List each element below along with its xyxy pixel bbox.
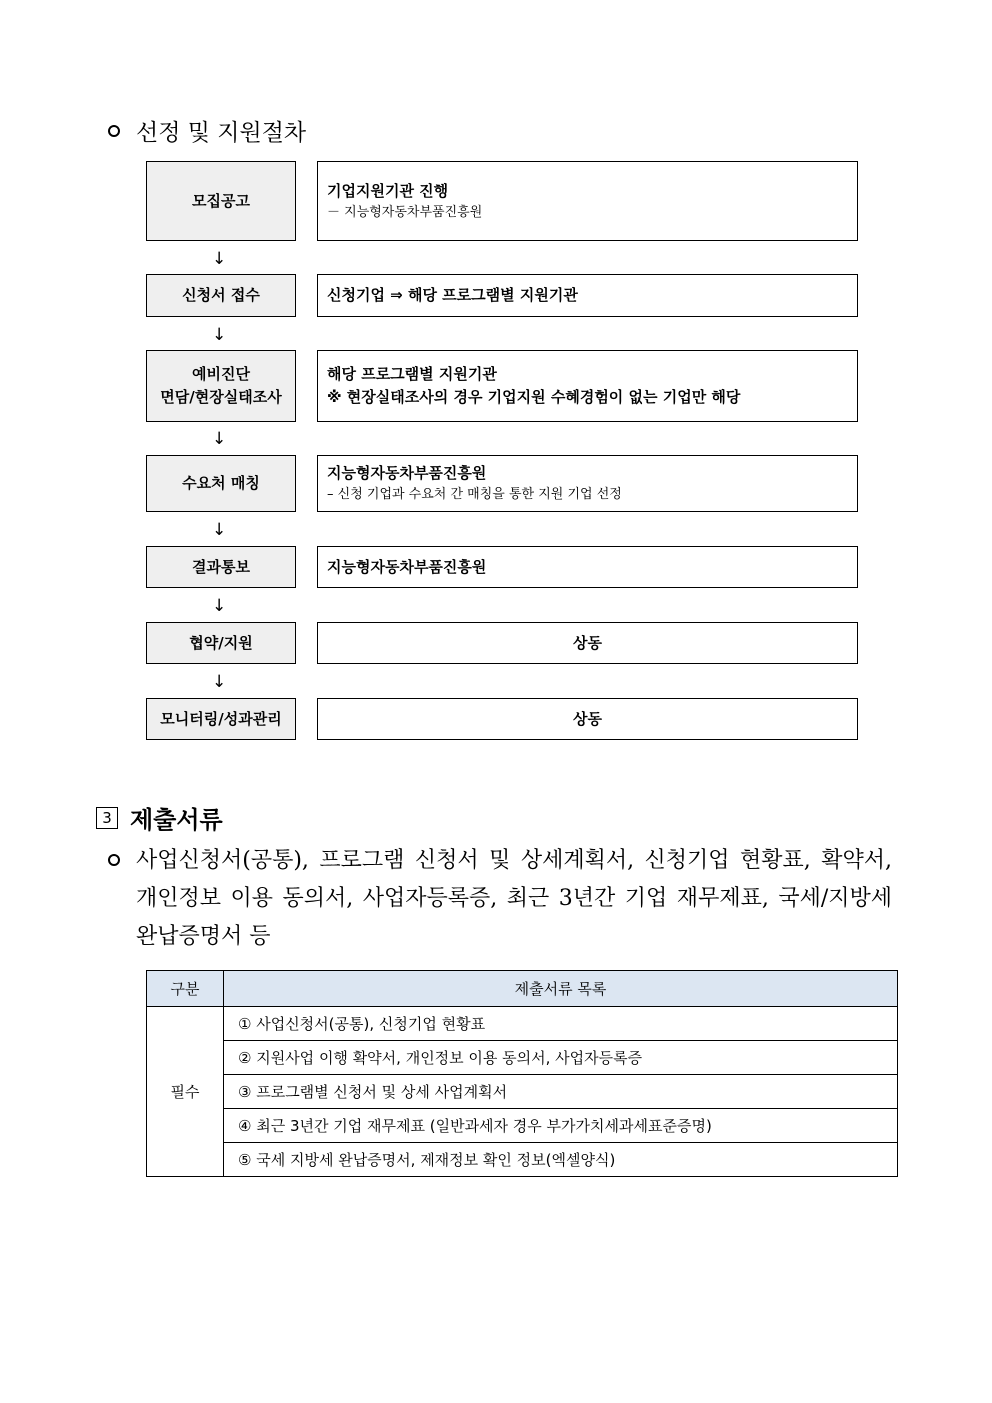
down-arrow-icon: ↓ (212, 325, 227, 345)
table-row (147, 1143, 898, 1177)
step-desc-sub: － 지능형자동차부품진흥원 (327, 204, 483, 220)
step-desc-monitoring (317, 698, 858, 740)
step-desc-application (317, 274, 858, 317)
step-label-agreement: 협약/지원 (146, 622, 296, 664)
documents-paragraph (108, 842, 900, 956)
step-desc-main: 상동 (573, 709, 602, 728)
header-category: 구분 (147, 971, 224, 1007)
documents-section-title (96, 800, 223, 835)
document-item: ① 사업신청서(공통), 신청기업 현황표 (224, 1007, 898, 1041)
step-desc-sub: – 신청 기업과 수요처 간 매칭을 통한 지원 기업 선정 (327, 487, 622, 502)
step-label-recruitment: 모집공고 (146, 161, 296, 241)
table-header-row (147, 971, 898, 1007)
document-item: ④ 최근 3년간 기업 재무제표 (일반과세자 경우 부가가치세과세표준증명) (224, 1109, 898, 1143)
step-desc-recruitment (317, 161, 858, 241)
header-document-list: 제출서류 목록 (224, 971, 898, 1007)
step-desc-matching (317, 455, 858, 512)
step-label-notification: 결과통보 (146, 546, 296, 588)
step-desc-main: 신청기업 ⇒ 해당 프로그램별 지원기관 (327, 286, 578, 304)
step-desc-main: 해당 프로그램별 지원기관 (327, 365, 497, 383)
down-arrow-icon: ↓ (212, 672, 227, 692)
step-label-monitoring: 모니터링/성과관리 (146, 698, 296, 740)
section-title-text: 제출서류 (130, 806, 223, 834)
down-arrow-icon: ↓ (212, 429, 227, 449)
document-item: ③ 프로그램별 신청서 및 상세 사업계획서 (224, 1075, 898, 1109)
step-label-application: 신청서 접수 (146, 274, 296, 317)
down-arrow-icon: ↓ (212, 520, 227, 540)
step-desc-agreement (317, 622, 858, 664)
step-desc-main: 지능형자동차부품진흥원 (327, 464, 487, 482)
selection-heading-text: 선정 및 지원절차 (136, 120, 307, 146)
down-arrow-icon: ↓ (212, 596, 227, 616)
step-label-diagnosis: 예비진단 면담/현장실태조사 (146, 350, 296, 422)
document-item: ⑤ 국세 지방세 완납증명서, 제재정보 확인 정보(엑셀양식) (224, 1143, 898, 1177)
bullet-circle-icon (108, 854, 120, 866)
table-row (147, 1109, 898, 1143)
section-number-box: 3 (96, 807, 118, 829)
table-row (147, 1075, 898, 1109)
documents-table (146, 970, 898, 1177)
step-desc-notification (317, 546, 858, 588)
category-cell: 필수 (147, 1007, 224, 1177)
selection-heading (108, 114, 306, 147)
bullet-circle-icon (108, 125, 120, 137)
step-desc-main: 지능형자동차부품진흥원 (327, 557, 487, 576)
step-label-matching: 수요처 매칭 (146, 455, 296, 512)
documents-paragraph-text: 사업신청서(공통), 프로그램 신청서 및 상세계획서, 신청기업 현황표, 확약서, 개인정보 이용 동의서, 사업자등록증, 최근 3년간 기업 재무제표, 국세/지방세 완납증명서 등 (136, 848, 892, 949)
step-desc-diagnosis (317, 350, 858, 422)
step-desc-main: 상동 (573, 633, 602, 652)
down-arrow-icon: ↓ (212, 249, 227, 269)
table-row (147, 1041, 898, 1075)
step-desc-main: 기업지원기관 진행 (327, 181, 449, 200)
table-row (147, 1007, 898, 1041)
step-desc-note: ※ 현장실태조사의 경우 기업지원 수혜경험이 없는 기업만 해당 (327, 388, 741, 406)
document-item: ② 지원사업 이행 확약서, 개인정보 이용 동의서, 사업자등록증 (224, 1041, 898, 1075)
